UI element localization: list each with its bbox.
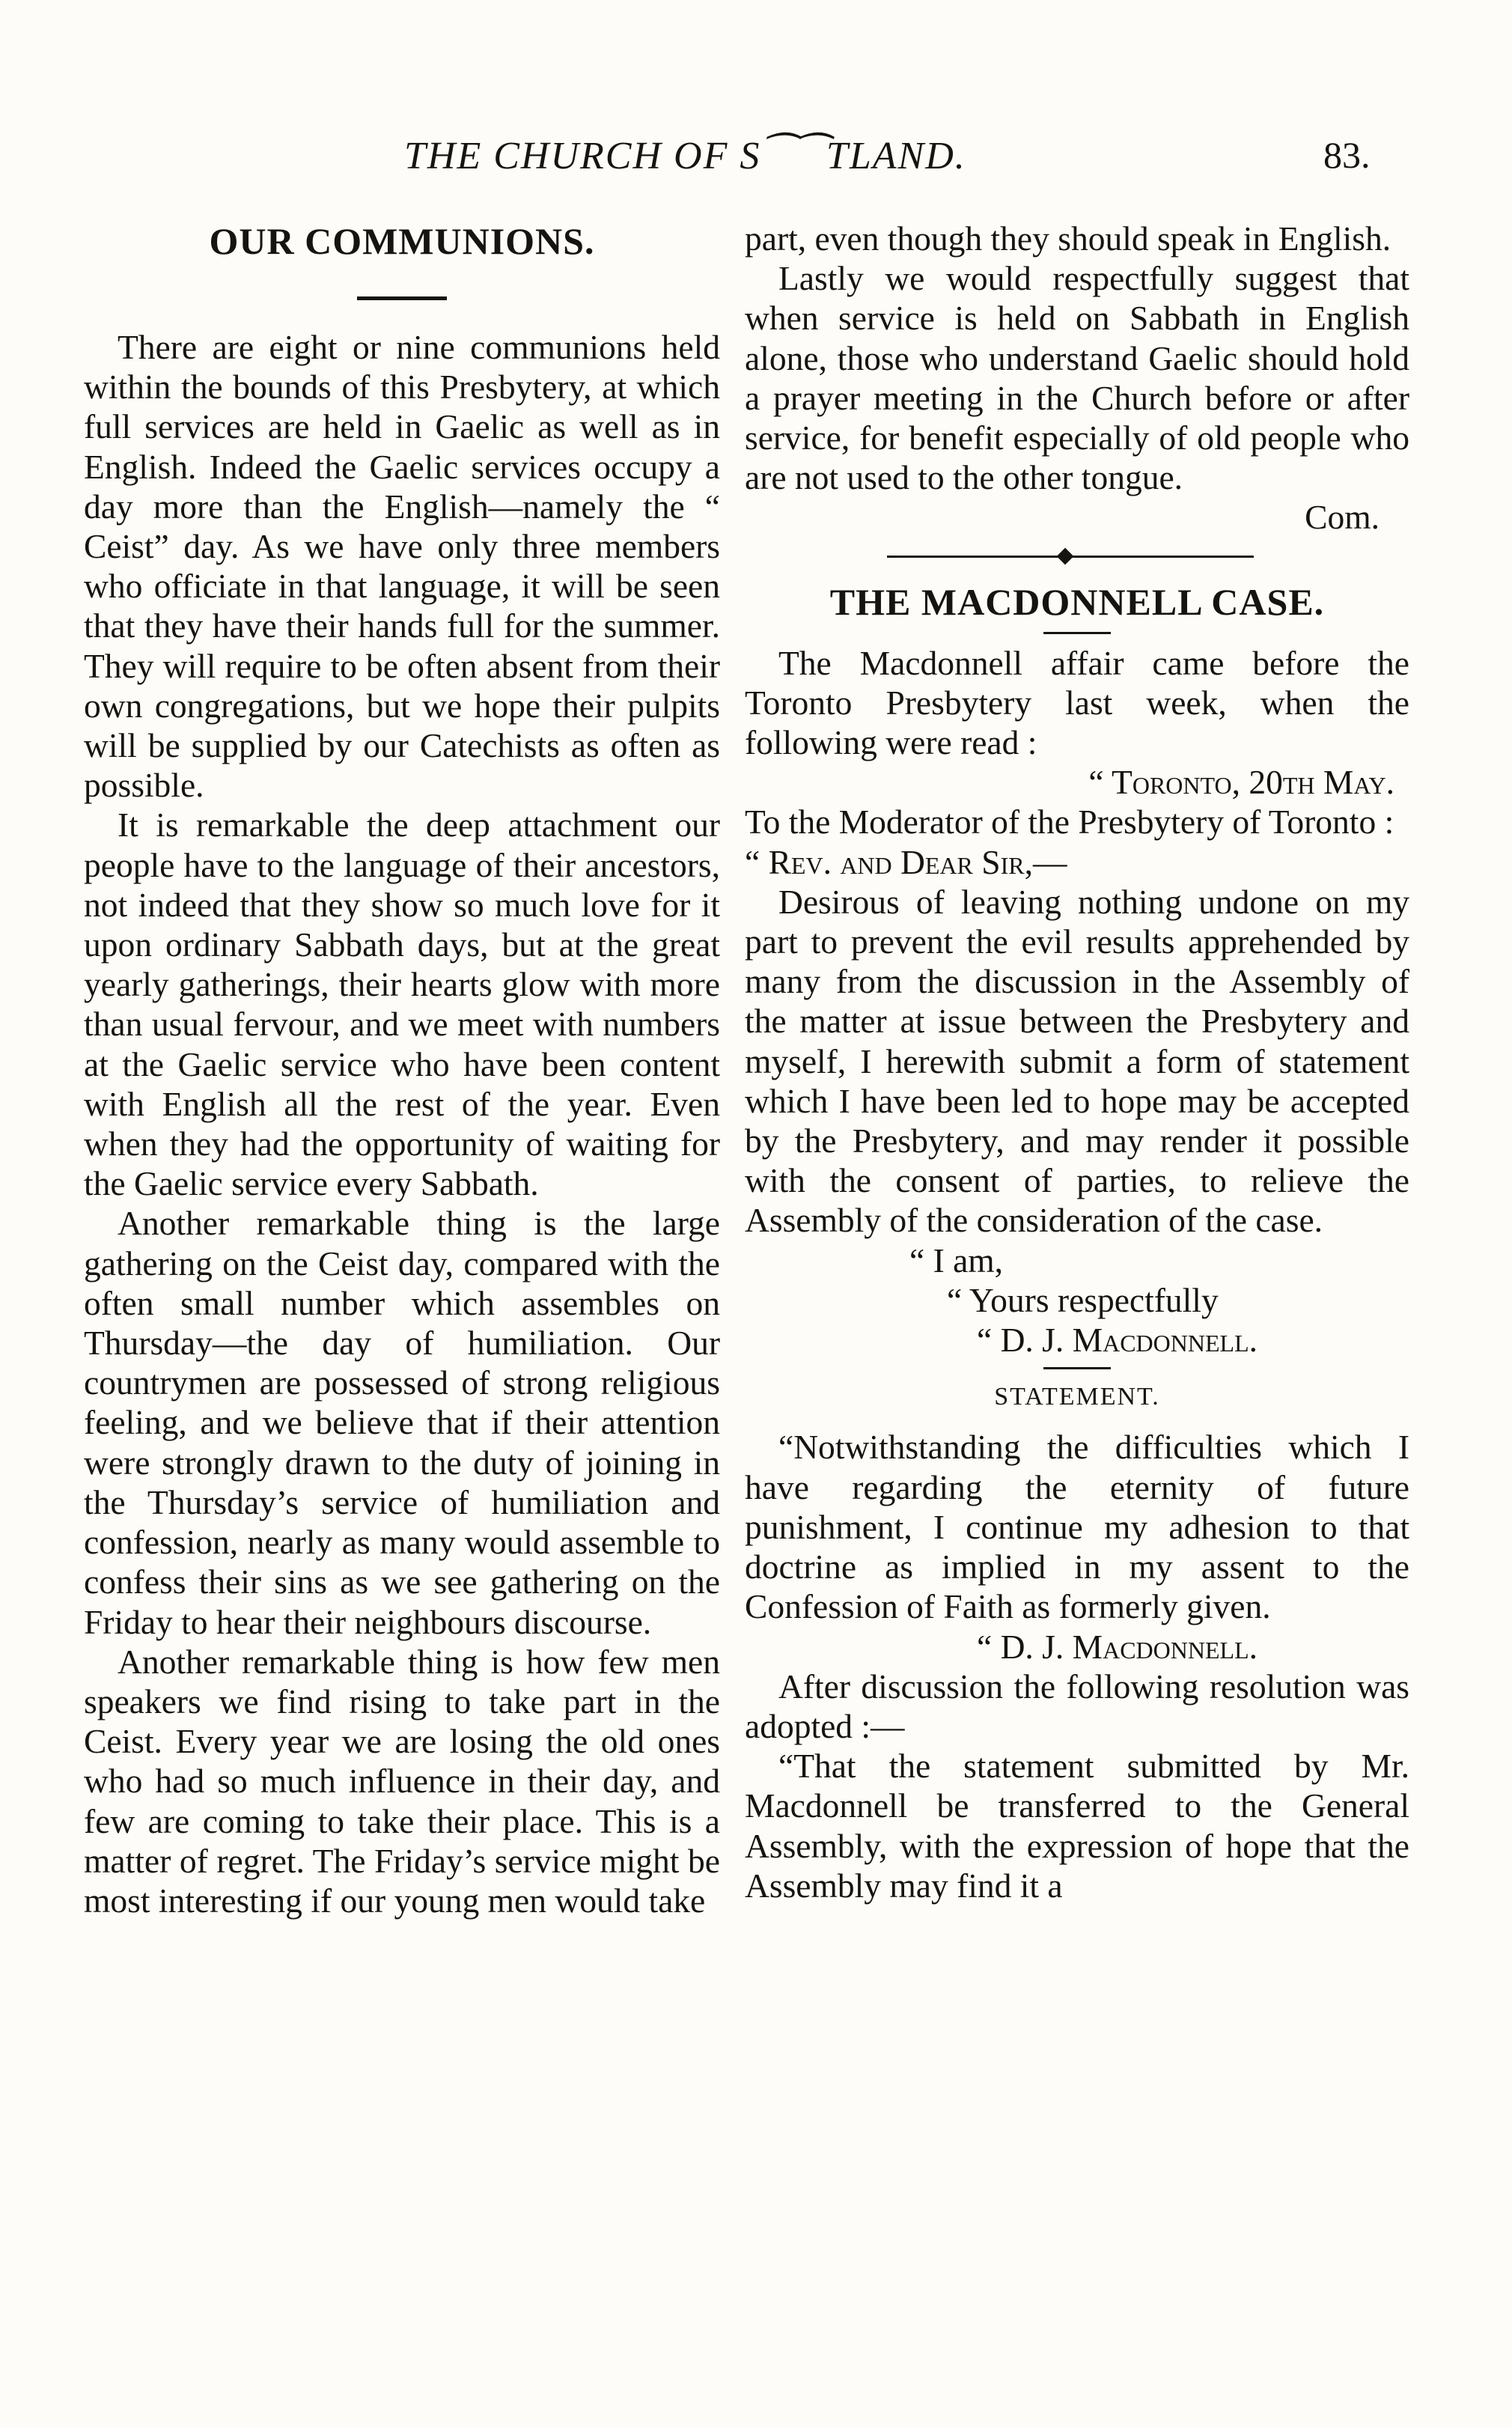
heading-rule	[1043, 632, 1111, 634]
address: To the Moderator of the Presbytery of Toronto :	[745, 803, 1394, 842]
paragraph: The Macdonnell affair came before the Toronto Presbytery last week, when the following were read :	[745, 643, 1409, 762]
letter-closing: “ Yours respectfully	[947, 1280, 1219, 1319]
article-heading-communions: OUR COMMUNIONS.	[209, 220, 595, 262]
page-number: 83.	[1323, 134, 1371, 176]
article-heading-macdonnell: THE MACDONNELL CASE.	[829, 580, 1325, 623]
letter-body: Desirous of leaving nothing undone on my part to prevent the evil results apprehended by many from the discussion in the Assembly of the matter at issue between the Presbytery and myself, I herewith submit a form of statement which I have been led to hope may be accepted by the Presbytery, and may render it possible with the consent of parties, to relieve the Assembly of the consideration of the case.	[745, 882, 1409, 1240]
salutation: “ Rev. and Dear Sir,—	[745, 842, 1067, 881]
signoff: Com.	[1305, 498, 1380, 537]
statement-signature: “ D. J. Macdonnell.	[977, 1627, 1258, 1666]
resolution: “That the statement submitted by Mr. Macdonnell be transferred to the General Assembly, with the expression of hope that the Assembly may find it a	[745, 1747, 1409, 1905]
letter-signature: “ D. J. Macdonnell.	[977, 1321, 1258, 1360]
paragraph: Lastly we would respectfully suggest that when service is held on Sabbath in English alone, those who understand Gaelic should hold a prayer meeting in the Church before or after service, for benefit especially of old people who are not used to the other tongue.	[745, 259, 1409, 497]
continued-paragraph: part, even though they should speak in English.	[745, 219, 1391, 258]
section-divider	[745, 542, 1409, 572]
paragraph: There are eight or nine communions held within the bounds of this Presbytery, at which full services are held in Gaelic as well as in English. Indeed the Gaelic services occupy a day more than the English—namely the “ Ceist” day. As we have only three members who officiate in that language, it will be seen that they have their hands full for the summer. They will require to be often absent from their own congregations, but we hope their pulpits will be supplied by our Catechists as often as possible.	[84, 328, 720, 805]
left-column	[84, 219, 720, 1920]
letter-closing: “ I am,	[909, 1241, 1004, 1280]
dateline: “ Toronto, 20th May.	[1088, 763, 1394, 802]
divider-rule	[1043, 1367, 1111, 1369]
paragraph: Another remarkable thing is how few men speakers we find rising to take part in the Ceist. Every year we are losing the old ones who had so much influence in their day, and few are coming to take their place. This is a matter of regret. The Friday’s service might be most interesting if our young men would take	[84, 1642, 720, 1920]
right-column	[745, 219, 1409, 1905]
statement-label: STATEMENT.	[994, 1383, 1160, 1411]
paragraph: It is remarkable the deep attachment our people have to the language of their ancestors, not indeed that they show so much love for it upon ordinary Sabbath days, but at the great yearly gatherings, their hearts glow with more than usual fervour, and we meet with numbers at the Gaelic service who have been content with English all the rest of the year. Even when they had the opportunity of waiting for the Gaelic service every Sabbath.	[84, 806, 720, 1203]
diamond-ornament-icon	[1057, 547, 1074, 565]
running-title: THE CHURCH OF S⁀⁀TLAND.	[404, 135, 966, 177]
paragraph: After discussion the following resolution was adopted :—	[745, 1667, 1409, 1745]
paragraph: Another remarkable thing is the large gathering on the Ceist day, compared with the often small number which assembles on Thursday—the day of humiliation. Our countrymen are possessed of strong religious feeling, and we believe that if their attention were strongly drawn to the duty of joining in the Thursday’s service of humiliation and confession, nearly as many would assemble to confess their sins as we see gathering on the Friday to hear their neighbours discourse.	[84, 1204, 720, 1641]
statement: “Notwithstanding the difficulties which I have regarding the eternity of future punishment, I continue my adhesion to that doctrine as implied in my assent to the Confession of Faith as formerly given.	[745, 1428, 1409, 1626]
running-head	[0, 133, 1512, 193]
